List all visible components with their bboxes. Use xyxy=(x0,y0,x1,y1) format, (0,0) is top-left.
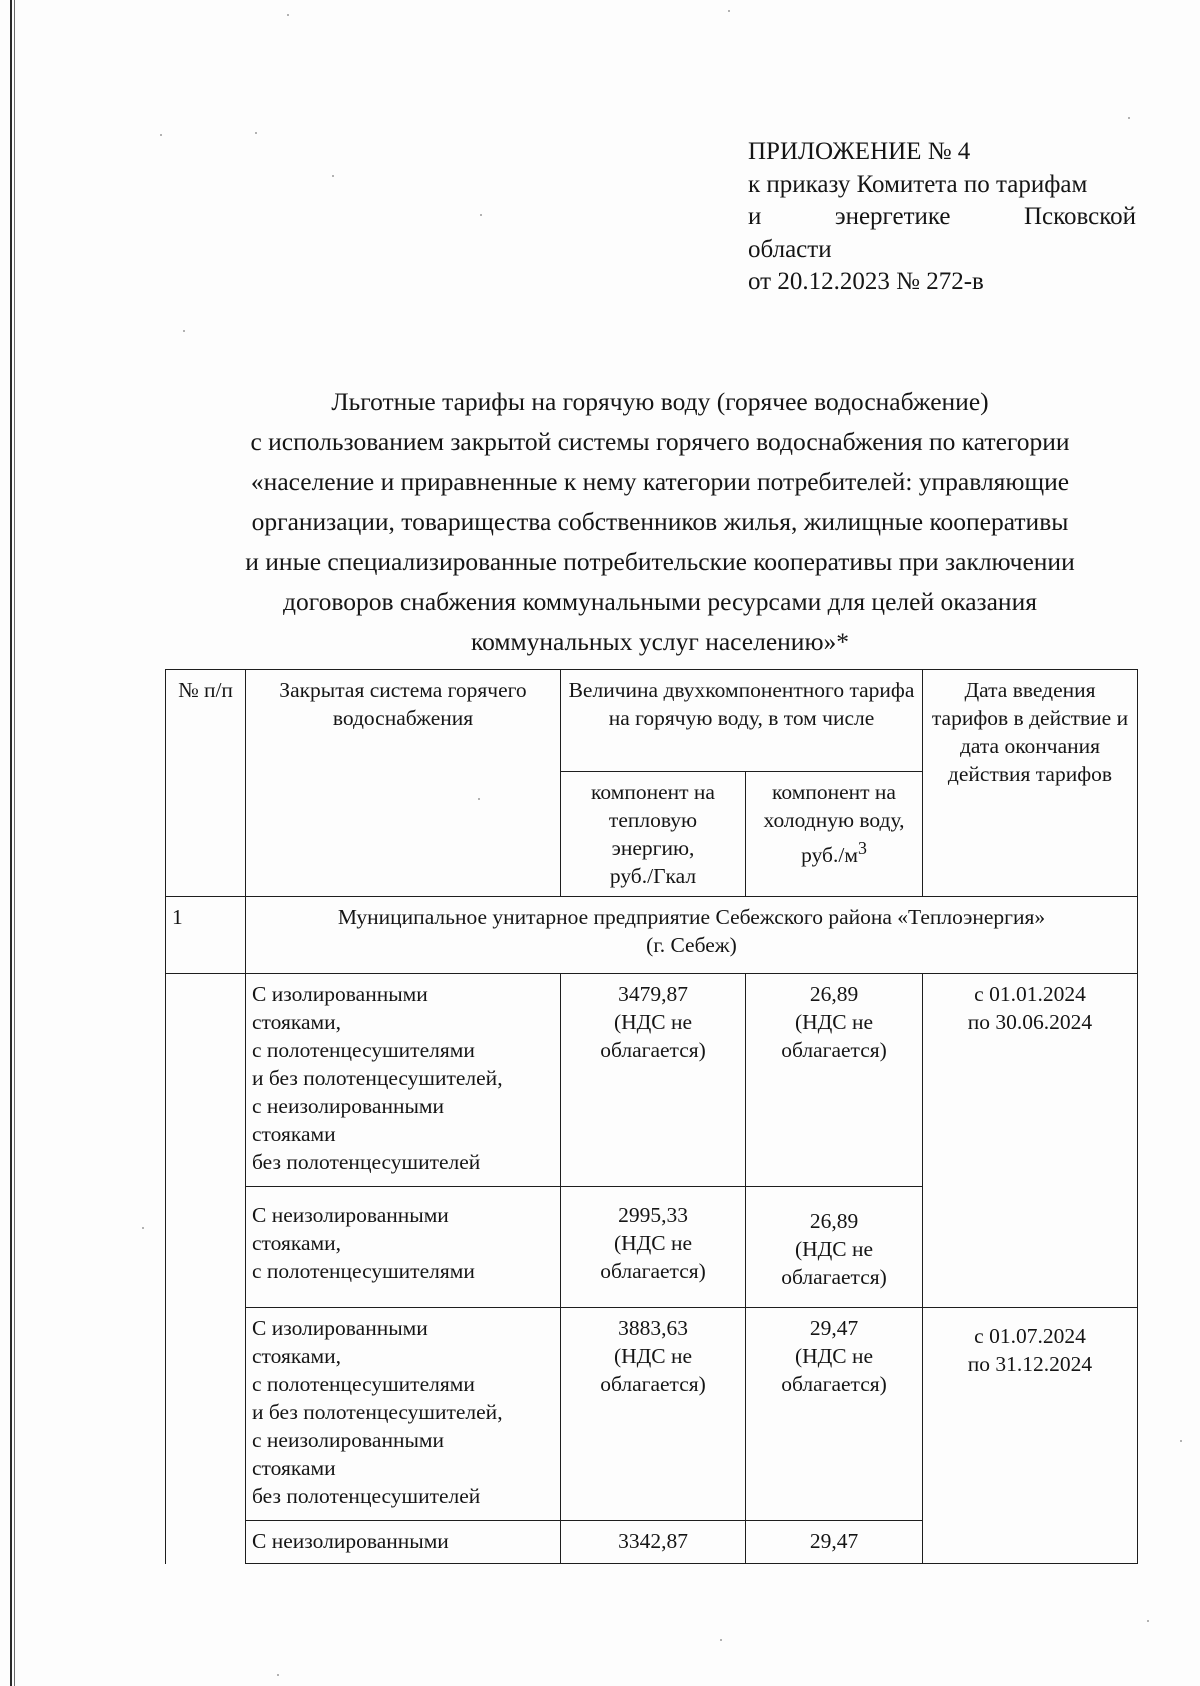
scan-speck xyxy=(183,330,185,332)
scan-speck xyxy=(720,1639,722,1641)
header-system: Закрытая система горячего водоснабжения xyxy=(246,670,561,897)
scan-speck xyxy=(160,134,162,136)
water-value-cell: 26,89 (НДС не облагается) xyxy=(746,1187,923,1308)
heat-value-cell: 3479,87 (НДС не облагается) xyxy=(561,974,746,1187)
scan-speck xyxy=(142,1227,144,1229)
scan-speck xyxy=(277,1674,279,1676)
scan-edge-line-secondary xyxy=(14,0,15,1686)
title-line-2: с использованием закрытой системы горячего водоснабжения по категории xyxy=(250,427,1070,456)
heat-value-cell: 2995,33 (НДС не облагается) xyxy=(561,1187,746,1308)
title-line-3: «население и приравненные к нему категории потребителей: управляющие xyxy=(250,467,1070,496)
water-value-cell: 29,47 (НДС не облагается) xyxy=(746,1308,923,1521)
appendix-committee: и энергетике Псковской xyxy=(748,203,1136,230)
table-row xyxy=(166,1308,1138,1521)
system-cell: С неизолированными xyxy=(246,1521,561,1564)
table-row xyxy=(166,974,1138,1187)
scan-speck xyxy=(1147,1620,1149,1622)
appendix-date: от 20.12.2023 № 272-в xyxy=(748,268,984,295)
scan-speck xyxy=(480,214,482,216)
organization-name: Муниципальное унитарное предприятие Себежского района «Теплоэнергия» (г. Себеж) xyxy=(246,897,1138,974)
document-title xyxy=(160,382,1160,662)
header-dates: Дата введения тарифов в действие и дата окончания действия тарифов xyxy=(923,670,1138,897)
heat-value-cell: 3883,63 (НДС не облагается) xyxy=(561,1308,746,1521)
header-number: № п/п xyxy=(166,670,246,897)
title-line-7: коммунальных услуг населению»* xyxy=(470,627,849,656)
title-line-5: и иные специализированные потребительские кооперативы при заключении xyxy=(245,547,1075,576)
row-number-spacer xyxy=(166,974,246,1564)
appendix-header xyxy=(748,136,1136,299)
water-value-cell: 29,47 xyxy=(746,1521,923,1564)
scan-edge-line xyxy=(10,0,12,1686)
scan-speck xyxy=(478,798,480,800)
scan-speck xyxy=(1180,1440,1182,1442)
table-header-row xyxy=(166,670,1138,772)
appendix-number: ПРИЛОЖЕНИЕ № 4 xyxy=(748,138,971,165)
system-cell: С изолированными стояками, с полотенцесушителями и без полотенцесушителей, с неизолированными стояками без полотенцесушителей xyxy=(246,974,561,1187)
system-cell: С неизолированными стояками, с полотенцесушителями xyxy=(246,1187,561,1308)
scan-speck xyxy=(255,132,257,134)
row-number: 1 xyxy=(166,897,246,974)
scan-speck xyxy=(1128,117,1130,119)
water-value-cell: 26,89 (НДС не облагается) xyxy=(746,974,923,1187)
header-water-component xyxy=(746,772,923,897)
header-water-component-text: компонент на холодную воду, руб./м xyxy=(763,780,905,868)
title-line-6: договоров снабжения коммунальными ресурсами для целей оказания xyxy=(283,587,1037,616)
header-water-component-sup: 3 xyxy=(857,838,867,858)
title-line-1: Льготные тарифы на горячую воду (горячее водоснабжение) xyxy=(331,387,989,416)
scan-speck xyxy=(287,14,289,16)
appendix-order-ref: к приказу Комитета по тарифам xyxy=(748,170,1088,198)
tariff-table xyxy=(165,669,1138,1564)
period-cell: с 01.01.2024 по 30.06.2024 xyxy=(923,974,1138,1308)
system-cell: С изолированными стояками, с полотенцесушителями и без полотенцесушителей, с неизолированными стояками без полотенцесушителей xyxy=(246,1308,561,1521)
period-cell: с 01.07.2024 по 31.12.2024 xyxy=(923,1308,1138,1564)
header-tariff: Величина двухкомпонентного тарифа на горячую воду, в том числе xyxy=(561,670,923,772)
scan-speck xyxy=(332,175,334,177)
scan-speck xyxy=(728,10,730,12)
appendix-region: области xyxy=(748,235,832,263)
heat-value-cell: 3342,87 xyxy=(561,1521,746,1564)
header-heat-component: компонент на тепловую энергию, руб./Гкал xyxy=(561,772,746,897)
title-line-4: организации, товарищества собственников жилья, жилищные кооперативы xyxy=(251,507,1069,536)
table-row xyxy=(166,897,1138,974)
